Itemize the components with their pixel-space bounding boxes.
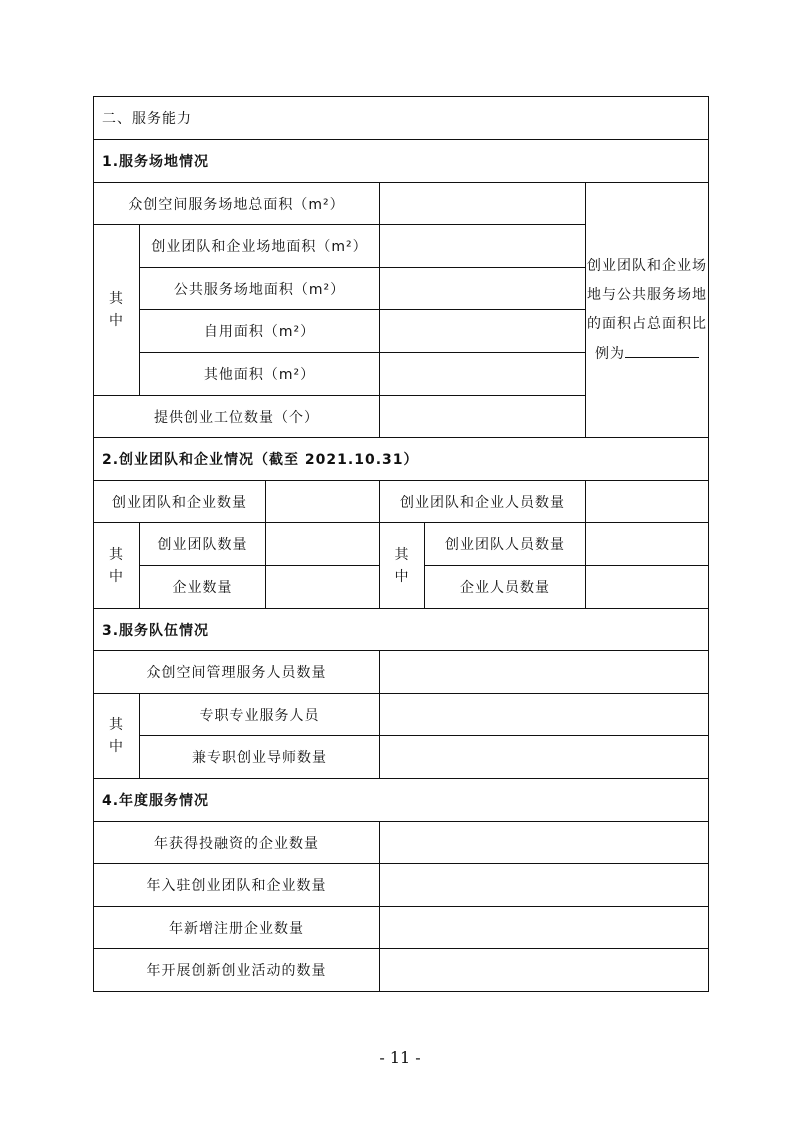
fulltime-staff-value[interactable]: [380, 694, 709, 736]
mentors-label: 兼专职创业导师数量: [140, 736, 380, 779]
total-area-value[interactable]: [380, 183, 586, 225]
s3-qizhong-label: [94, 694, 140, 779]
s2-qizhong-right-text: 其 中: [394, 546, 410, 585]
mgmt-staff-label: 众创空间管理服务人员数量: [94, 651, 380, 694]
ent-staff-value[interactable]: [586, 566, 709, 609]
financing-label: 年获得投融资的企业数量: [94, 822, 380, 864]
s4-title: 4.年度服务情况: [94, 779, 709, 822]
s2-qizhong-left-text: 其 中: [109, 546, 124, 585]
own-area-label: 自用面积（m²）: [140, 310, 380, 353]
registered-value[interactable]: [380, 907, 709, 949]
team-area-label: 创业团队和企业场地面积（m²）: [140, 225, 380, 268]
settled-value[interactable]: [380, 864, 709, 907]
enterprise-staff-label: 创业团队和企业人员数量: [380, 481, 586, 523]
ent-count-label: 企业数量: [140, 566, 266, 609]
s2-qizhong-left: [94, 523, 140, 609]
enterprise-staff-value[interactable]: [586, 481, 709, 523]
page-number: - 11 -: [379, 1048, 421, 1067]
activities-value[interactable]: [380, 949, 709, 992]
s1-qizhong-text: 其 中: [109, 291, 124, 329]
s3-qizhong-text: 其 中: [109, 717, 124, 755]
financing-value[interactable]: [380, 822, 709, 864]
ent-staff-label: 企业人员数量: [425, 566, 586, 609]
public-area-label: 公共服务场地面积（m²）: [140, 268, 380, 310]
registered-label: 年新增注册企业数量: [94, 907, 380, 949]
team-area-value[interactable]: [380, 225, 586, 268]
mentors-value[interactable]: [380, 736, 709, 779]
ratio-note-text: 创业团队和企业场地与公共服务场地的面积占总面积比例为: [587, 257, 707, 362]
s1-title: 1.服务场地情况: [94, 140, 709, 183]
settled-label: 年入驻创业团队和企业数量: [94, 864, 380, 907]
workstations-value[interactable]: [380, 396, 586, 438]
ent-count-value[interactable]: [266, 566, 380, 609]
s1-qizhong-label: [94, 225, 140, 396]
fulltime-staff-label: 专职专业服务人员: [140, 694, 380, 736]
team-count-value[interactable]: [266, 523, 380, 566]
activities-label: 年开展创新创业活动的数量: [94, 949, 380, 992]
enterprise-count-label: 创业团队和企业数量: [94, 481, 266, 523]
service-capacity-table: [93, 96, 709, 992]
section-title: 二、服务能力: [94, 97, 709, 140]
other-area-label: 其他面积（m²）: [140, 353, 380, 396]
ratio-note-cell: [586, 183, 709, 438]
workstations-label: 提供创业工位数量（个）: [94, 396, 380, 438]
s3-title: 3.服务队伍情况: [94, 609, 709, 651]
other-area-value[interactable]: [380, 353, 586, 396]
s2-qizhong-right: [380, 523, 425, 609]
s2-title: 2.创业团队和企业情况（截至 2021.10.31）: [94, 438, 709, 481]
team-staff-value[interactable]: [586, 523, 709, 566]
total-area-label: 众创空间服务场地总面积（m²）: [94, 183, 380, 225]
ratio-blank-line[interactable]: [625, 339, 699, 358]
public-area-value[interactable]: [380, 268, 586, 310]
own-area-value[interactable]: [380, 310, 586, 353]
enterprise-count-value[interactable]: [266, 481, 380, 523]
mgmt-staff-value[interactable]: [380, 651, 709, 694]
team-count-label: 创业团队数量: [140, 523, 266, 566]
team-staff-label: 创业团队人员数量: [425, 523, 586, 566]
